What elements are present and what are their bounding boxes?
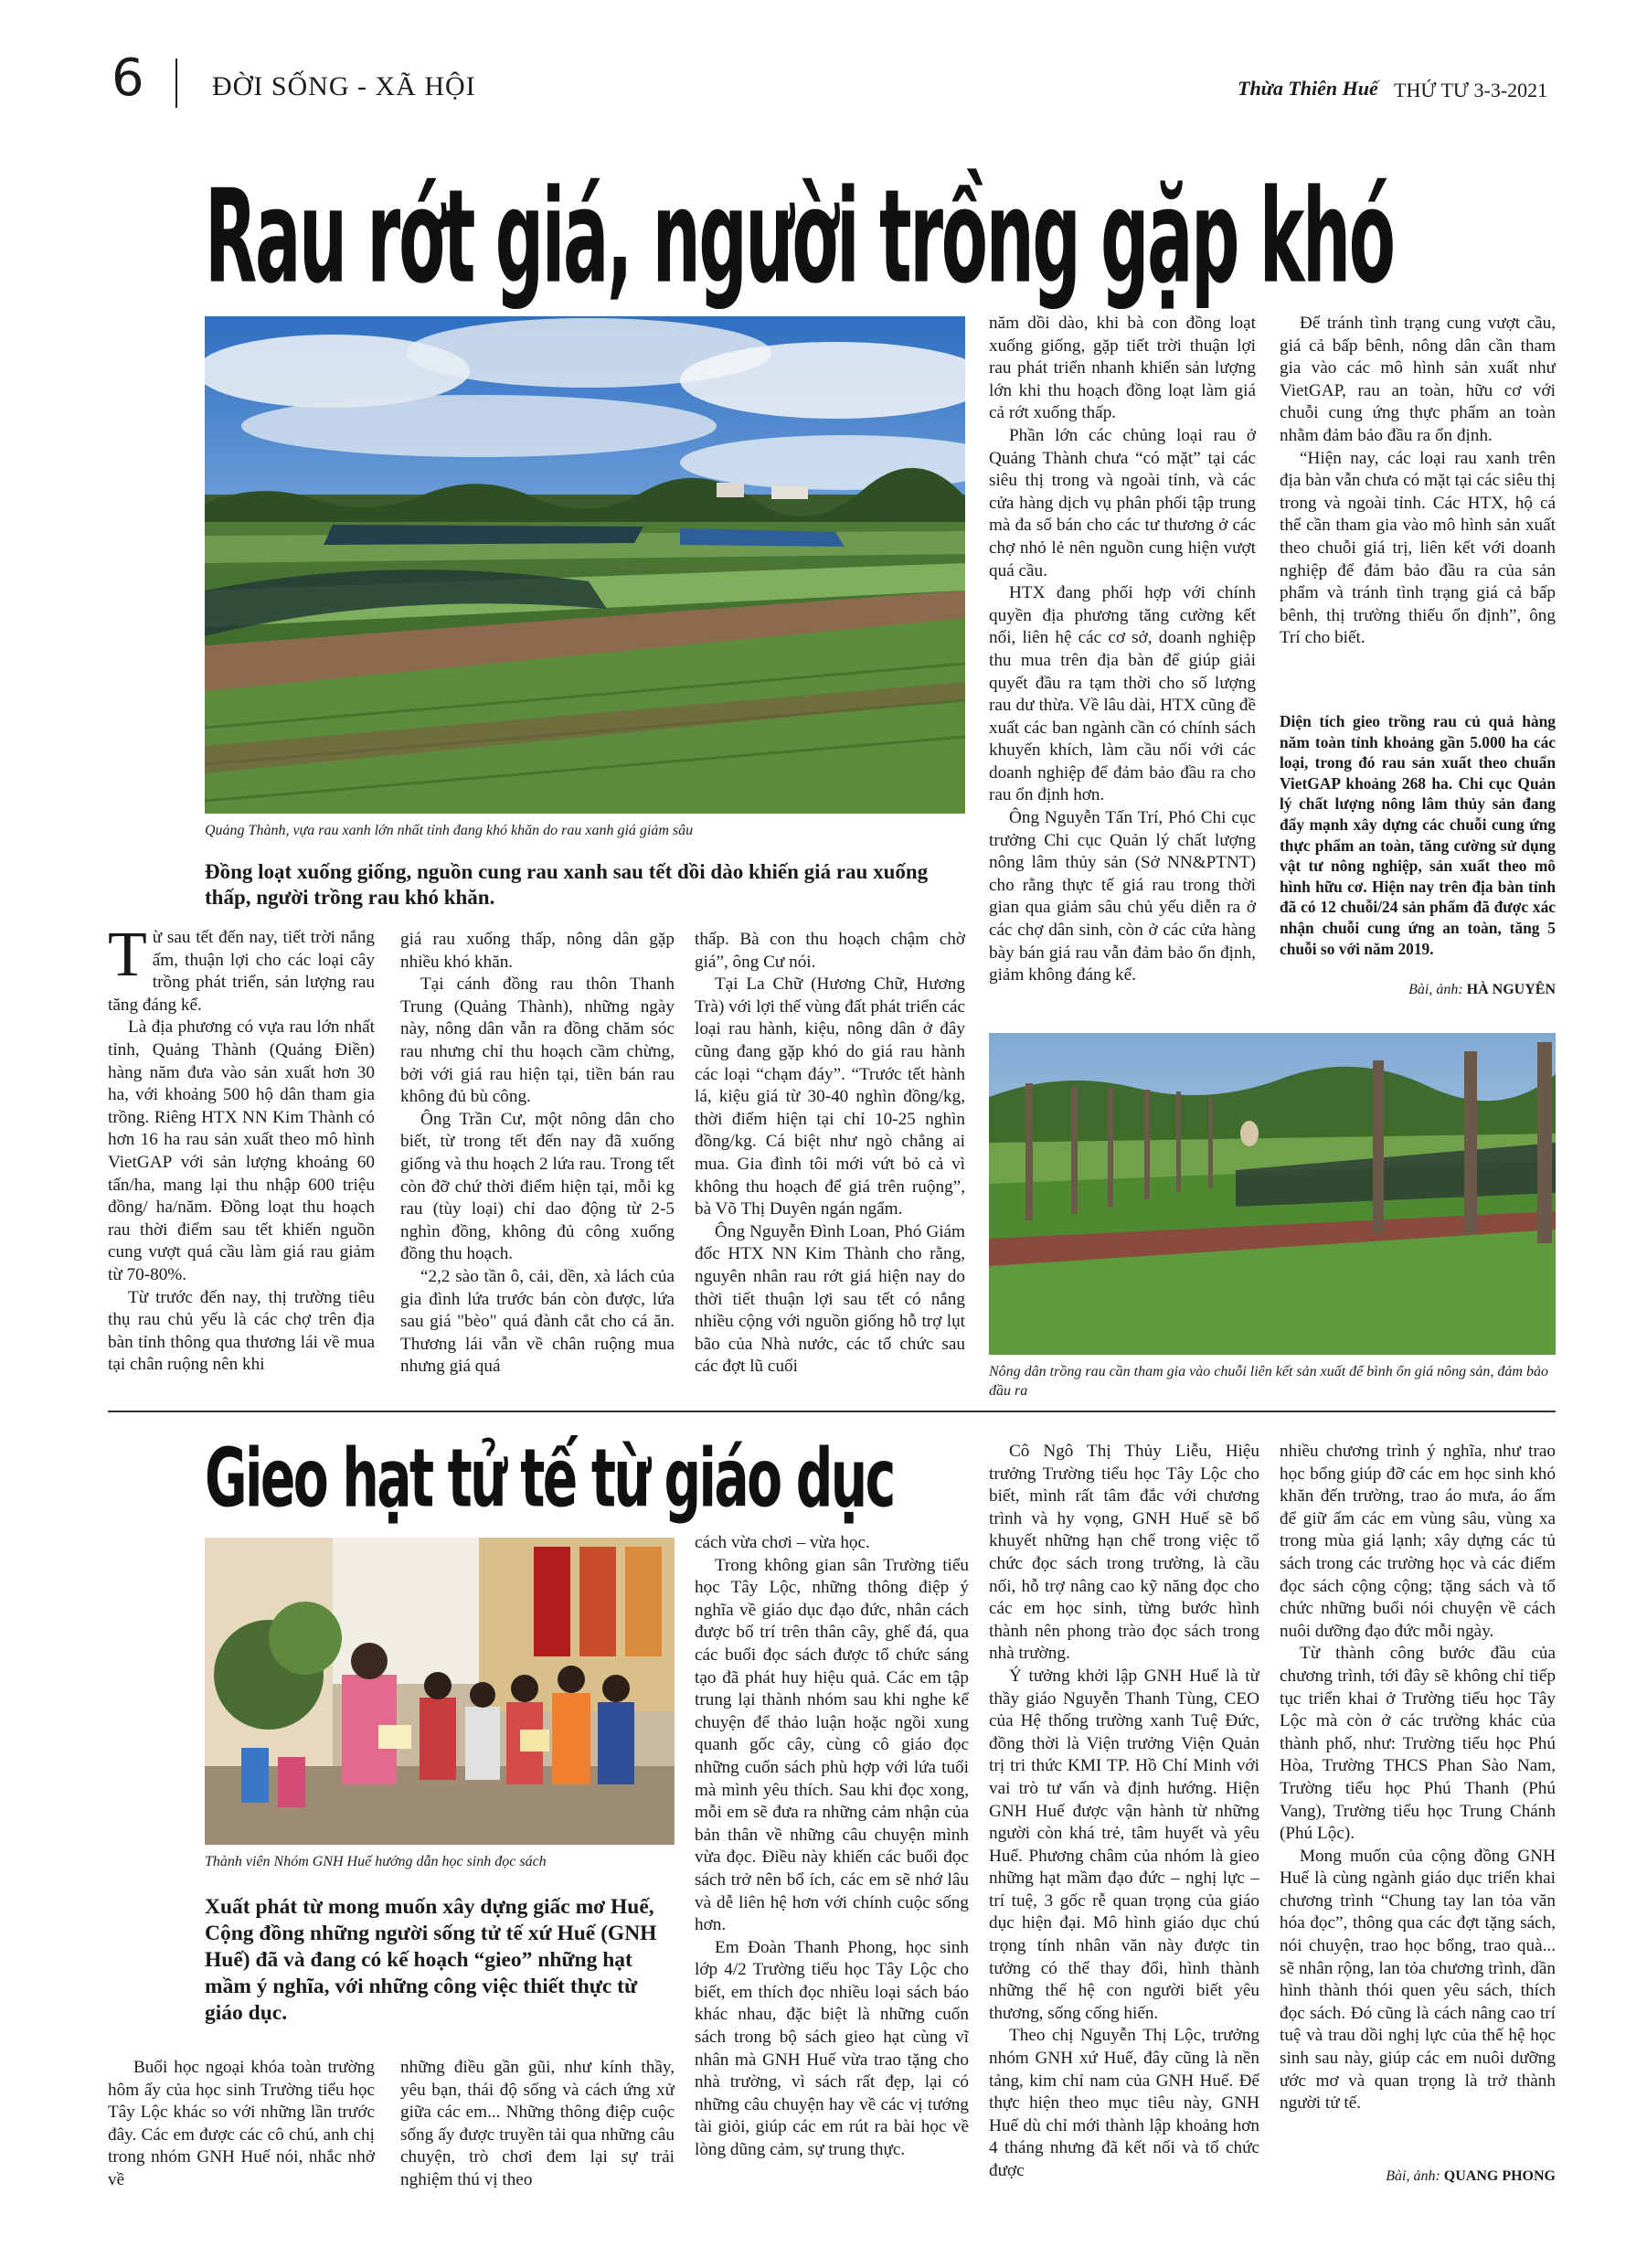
signature-name: HÀ NGUYÊN [1466,982,1556,997]
paragraph: Để tránh tình trạng cung vượt cầu, giá cả bấp bênh, nông dân cần tham gia vào các mô hình sản xuất như VietGAP, rau an toàn, hữu cơ với chuỗi cung ứng thực phẩm an toàn nhằm đảm bảo đầu ra ổn định. [1280,314,1556,445]
paragraph: cách vừa chơi – vừa học. [695,1533,870,1552]
chain-photo-caption: Nông dân trồng rau cần tham gia vào chuỗi liên kết sản xuất để bình ổn giá nông sản, đảm bảo đầu ra [989,1364,1548,1399]
article1-title: Rau rớt giá, người trồng gặp khó [205,163,1394,314]
article2-column-5 [1280,1441,1556,2163]
paragraph: Cô Ngô Thị Thủy Liễu, Hiệu trưởng Trường tiểu học Tây Lộc cho biết, mình rất tâm đắc với chương trình và hy vọng, GNH Huế sẽ bổ khuyết những hạn chế trong việc tổ chức đọc sách trong trường, là cầu nối, hỗ trợ nâng cao kỹ năng đọc cho các em học sinh, từng bước hình thành nên phong trào đọc sách trong nhà trường. [989,1442,1259,1664]
paragraph: Buổi học ngoại khóa toàn trường hôm ấy của học sinh Trường tiểu học Tây Lộc khác so với những lần trước đây. Các em được các cô chú, anh chị trong nhóm GNH Huế nói, nhắc nhở về [108,2058,375,2189]
school-reading-photo [205,1538,675,1845]
paragraph: thấp. Bà con thu hoạch chậm chờ giá”, ông Cư nói. [695,930,965,972]
page-number: 6 [112,48,144,108]
article2-lead: Xuất phát từ mong muốn xây dựng giấc mơ Huế, Cộng đồng những người sống tử tế xứ Huế (GNH Huế) đã và đang có kế hoạch “gieo” những hạt mầm ý nghĩa, với những công việc thiết thực từ giáo dục. [205,1895,657,2025]
paper-name: Thừa Thiên Huế [1238,77,1378,100]
drop-cap: T [108,927,147,990]
paragraph: giá rau xuống thấp, nông dân gặp nhiều khó khăn. [400,930,675,972]
paragraph: Theo chị Nguyễn Thị Lộc, trưởng nhóm GNH xứ Huế, đây cũng là nền tảng, kim chỉ nam của GNH Huế. Để thực hiện theo mục tiêu này, GNH Huế dù chỉ mới thành lập khoảng hơn 4 tháng nhưng đã kết nối và tổ chức được [989,2026,1259,2180]
article1-column-4 [989,313,1256,1026]
paragraph: Từ thành công bước đầu của chương trình, tới đây sẽ không chỉ tiếp tục triển khai ở Trường tiểu học Tây Lộc mà còn ở các trường khác của thành phố, như: Trường tiểu học Phú Hòa, Trường THCS Phan Sào Nam, Trường tiểu học Phú Thanh (Phú Vang), Trường tiểu học Trung Chánh (Phú Lộc). [1280,1644,1556,1844]
paragraph: Ông Trần Cư, một nông dân cho biết, từ trong tết đến nay đã xuống giống và thu hoạch 2 lứa rau. Trong tết còn đỡ chứ thời điểm hiện tại, mỗi kg rau (tùy loại) chỉ dao động từ 2-5 nghìn đồng, không đủ công xuống đồng thu hoạch. [400,1109,675,1264]
signature-prefix: Bài, ảnh: [1386,2168,1440,2184]
section-title: ĐỜI SỐNG - XÃ HỘI [212,71,476,101]
paragraph: Tại La Chữ (Hương Chữ, Hương Trà) với lợi thế vùng đất phát triển các loại rau hành, kiệu, nông dân ở đây cũng đang gặp khó do giá rau hành các loại “chạm đáy”. “Trước tết hành lá, kiệu giá từ 30-40 nghìn đồng/kg, thời điểm hiện tại chỉ 10-25 nghìn đồng/kg. Cá biệt như ngò chẳng ai mua. Gia đình tôi mới vứt bỏ cả vì không thu hoạch để giá trên ruộng”, bà Võ Thị Duyên ngán ngẩm. [695,974,965,1219]
article1-column-2 [400,929,675,1404]
article-divider [108,1411,1556,1412]
article2-column-3 [695,1532,969,2199]
paragraph: Trong không gian sân Trường tiểu học Tây Lộc, những thông điệp ý nghĩa về giáo dục đạo đức, nhân cách được bố trí trên thân cây, ghế đá, qua các buổi đọc sách được tổ chức sáng tạo đã phát huy hiệu quả. Các em tập trung lại thành nhóm sau khi nghe kể chuyện để thảo luận hoặc ngồi xung quanh gốc cây, cùng cô giáo đọc những cuốn sách phù hợp với lứa tuổi mà mình yêu thích. Sau khi đọc xong, mỗi em sẽ đưa ra những cảm nhận của bản thân về những câu chuyện mình vừa đọc. Điều này khiến các buổi đọc sách trở nên bổ ích, các em sẽ nhớ lâu và dễ liên hệ hơn với chính cuộc sống hơn. [695,1555,969,1935]
paragraph: Là địa phương có vựa rau lớn nhất tỉnh, Quảng Thành (Quảng Điền) hàng năm đưa vào sản xuất hơn 30 ha, với khoảng 500 hộ dân tham gia trồng. Riêng HTX NN Kim Thành có hơn 16 ha rau sản xuất theo mô hình VietGAP với sản lượng khoảng 60 tấn/ha, mang lại thu nhập 600 triệu đồng/ ha/năm. Đồng loạt thu hoạch rau thời điểm sau tết khiến nguồn cung vượt quá cầu làm giá rau giảm từ 70-80%. [108,1017,375,1284]
paragraph: HTX đang phối hợp với chính quyền địa phương tăng cường kết nối, liên hệ các cơ sở, doanh nghiệp thu mua trên địa bàn để giúp giải quyết đầu ra tạm thời cho số lượng rau dư thừa. Về lâu dài, HTX cũng đề xuất các ban ngành cần có chính sách khuyến khích, làm cầu nối với các doanh nghiệp để đảm bảo đầu ra cho rau ổn định hơn. [989,583,1256,805]
paragraph: nhiều chương trình ý nghĩa, như trao học bổng giúp đỡ các em học sinh khó khăn đến trường, trao áo mưa, áo ấm để giữ ấm các em vùng sâu, vùng xa trong mùa giá lạnh; xây dựng các tủ sách trong các trường học và các điểm đọc sách cộng cộng; tặng sách và tổ chức những buổi nói chuyện về cách nuôi dưỡng đạo đức mỗi ngày. [1280,1442,1556,1641]
issue-date: THỨ TƯ 3-3-2021 [1394,79,1548,101]
statistics-box: Diện tích gieo trồng rau củ quả hàng năm toàn tỉnh khoảng gần 5.000 ha các loại, trong đó rau sản xuất theo chuẩn VietGAP khoảng 268 ha. Chi cục Quản lý chất lượng nông lâm thủy sản đang đẩy mạnh xây dựng các chuỗi cung ứng thực phẩm an toàn, tăng cường sử dụng vật tư nông nghiệp, sản xuất theo mô hình hữu cơ. Hiện nay trên địa bàn tỉnh đã có 12 chuỗi/24 sản phẩm đã được xác nhận chuỗi cung ứng an toàn, tăng 5 chuỗi so với năm 2019. [1280,712,1556,958]
paragraph: “Hiện nay, các loại rau xanh trên địa bàn vẫn chưa có mặt tại các siêu thị trong và ngoài tỉnh. Các HTX, hộ cá thể cần tham gia vào mô hình sản xuất theo chuỗi giá trị, liên kết với doanh nghiệp để đảm bảo đầu ra của sản phẩm và tránh tình trạng giá cả bấp bênh, thị trường thiếu ổn định”, ông Trí cho biết. [1280,448,1556,648]
article2-column-4 [989,1441,1259,2199]
field-photo-caption: Quảng Thành, vựa rau xanh lớn nhất tỉnh đang khó khăn do rau xanh giá giảm sâu [205,823,694,838]
article1-signature [1280,982,1556,998]
header-divider [175,59,177,108]
article1-column-1 [108,927,375,1402]
article2-title: Gieo hạt tử tế từ giáo dục [205,1432,894,1527]
paragraph: Mong muốn của cộng đồng GNH Huế là cùng ngành giáo dục triển khai chương trình “Chung tay lan tỏa văn hóa đọc”, thông qua các đợt tặng sách, nói chuyện, trao học bổng, trao quà... sẽ nhân rộng, lan tỏa chương trình, dần hình thành thói quen yêu sách, thích đọc sách. Đó cũng là cách nâng cao trí tuệ và trau dồi nghị lực của thế hệ học sinh sau này, giúp các em nuôi dưỡng ước mơ và quan trọng là trở thành người tử tế. [1280,1846,1556,2114]
paragraph: những điều gần gũi, như kính thầy, yêu bạn, thái độ sống và cách ứng xử giữa các em... Những thông điệp cuộc sống ấy được truyền tải qua những câu chuyện, trò chơi đem lại sự trải nghiệm thú vị theo [400,2058,675,2189]
paragraph: năm dồi dào, khi bà con đồng loạt xuống giống, gặp tiết trời thuận lợi rau phát triển nhanh khiến sản lượng lớn khi thu hoạch đồng loạt làm giá cả rớt xuống thấp. [989,314,1256,423]
article2-column-1 [108,2057,375,2194]
school-photo-caption: Thành viên Nhóm GNH Huế hướng dẫn học sinh đọc sách [205,1854,547,1869]
paragraph: ừ sau tết đến nay, tiết trời nắng ấm, thuận lợi cho các loại cây trồng phát triển, sản lượng rau tăng đáng kể. [108,928,375,1015]
paragraph: Em Đoàn Thanh Phong, học sinh lớp 4/2 Trường tiểu học Tây Lộc cho biết, em thích đọc nhiều loại sách báo khác nhau, đặc biệt là những cuốn sách trong bộ sách gieo hạt cùng vĩ nhân mà GNH Huế vừa trao tặng cho nhà trường, vì sách rất đẹp, lại có những câu chuyện hay về các vị tướng tài giỏi, giúp các em rút ra bài học về lòng dũng cảm, sự trung thực. [695,1937,969,2160]
paragraph: Tại cánh đồng rau thôn Thanh Trung (Quảng Thành), những ngày này, nông dân vẫn ra đồng chăm sóc rau nhưng chỉ thu hoạch cầm chừng, bởi với giá rau hiện tại, tiền bán rau không đủ bù công. [400,974,675,1107]
paragraph: “2,2 sào tần ô, cải, dền, xà lách của gia đình lứa trước bán còn được, lứa sau giá "bèo" quá đành cắt cho cá ăn. Thương lái vẫn về chân ruộng mua nhưng giá quá [400,1266,675,1377]
paragraph: Ông Nguyễn Tấn Trí, Phó Chi cục trưởng Chi cục Quản lý chất lượng nông lâm thủy sản (Sở NN&PTNT) cho rằng thực tế giá rau trong thời gian qua giảm sâu chủ yếu diễn ra ở các chợ dân sinh, còn ở các cửa hàng bày bán giá rau vẫn đảm bảo ổn định, giảm không đáng kể. [989,808,1256,985]
article1-lead: Đồng loạt xuống giống, nguồn cung rau xanh sau tết dồi dào khiến giá rau xuống thấp, người trồng rau khó khăn. [205,860,929,909]
field-photo-vegetable-chain [989,1033,1556,1355]
signature-name: QUANG PHONG [1443,2168,1556,2184]
article1-column-5 [1280,313,1556,697]
paragraph: Phần lớn các chủng loại rau ở Quảng Thành chưa “có mặt” tại các siêu thị trong và ngoài tỉnh, và các cửa hàng dịch vụ phân phối tập trung mà đa số bán cho các tư thương ở các chợ nhỏ lẻ nên nguồn cung hiện vượt quá cầu. [989,425,1256,580]
paragraph: Ý tưởng khởi lập GNH Huế là từ thầy giáo Nguyễn Thanh Tùng, CEO của Hệ thống trường xanh Tuệ Đức, đồng thời là Viện trưởng Viện Quản trị tri thức KMI TP. Hồ Chí Minh với vai trò tư vấn và định hướng. Hiện GNH Huế được vận hành từ những người còn khá trẻ, tâm huyết và yêu Huế. Phương châm của nhóm là gieo những hạt mầm đạo đức – nghị lực – trí tuệ, 3 gốc rễ quan trọng của giáo dục hiện đại. Mô hình giáo dục chú trọng tính nhân văn này được tin tưởng có thể thay đổi, hình thành những thế hệ con người biết yêu thương, sống cống hiến. [989,1666,1259,2023]
article1-column-3 [695,929,965,1404]
article2-signature [1280,2168,1556,2185]
article2-column-2 [400,2057,675,2194]
signature-prefix: Bài, ảnh: [1408,982,1463,997]
paragraph: Ông Nguyễn Đình Loan, Phó Giám đốc HTX NN Kim Thành cho rằng, nguyên nhân rau rớt giá hiện nay do thời tiết thuận lợi sau tết có nắng nhiều cộng với nguồn giống hỗ trợ lụt bão của Nhà nước, các tổ chức sau các đợt lũ cuối [695,1221,965,1377]
field-photo-quang-thanh [205,316,965,814]
paragraph: Từ trước đến nay, thị trường tiêu thụ rau chủ yếu là các chợ trên địa bàn tỉnh thông qua thương lái về mua tại chân ruộng nên khi [108,1287,375,1375]
